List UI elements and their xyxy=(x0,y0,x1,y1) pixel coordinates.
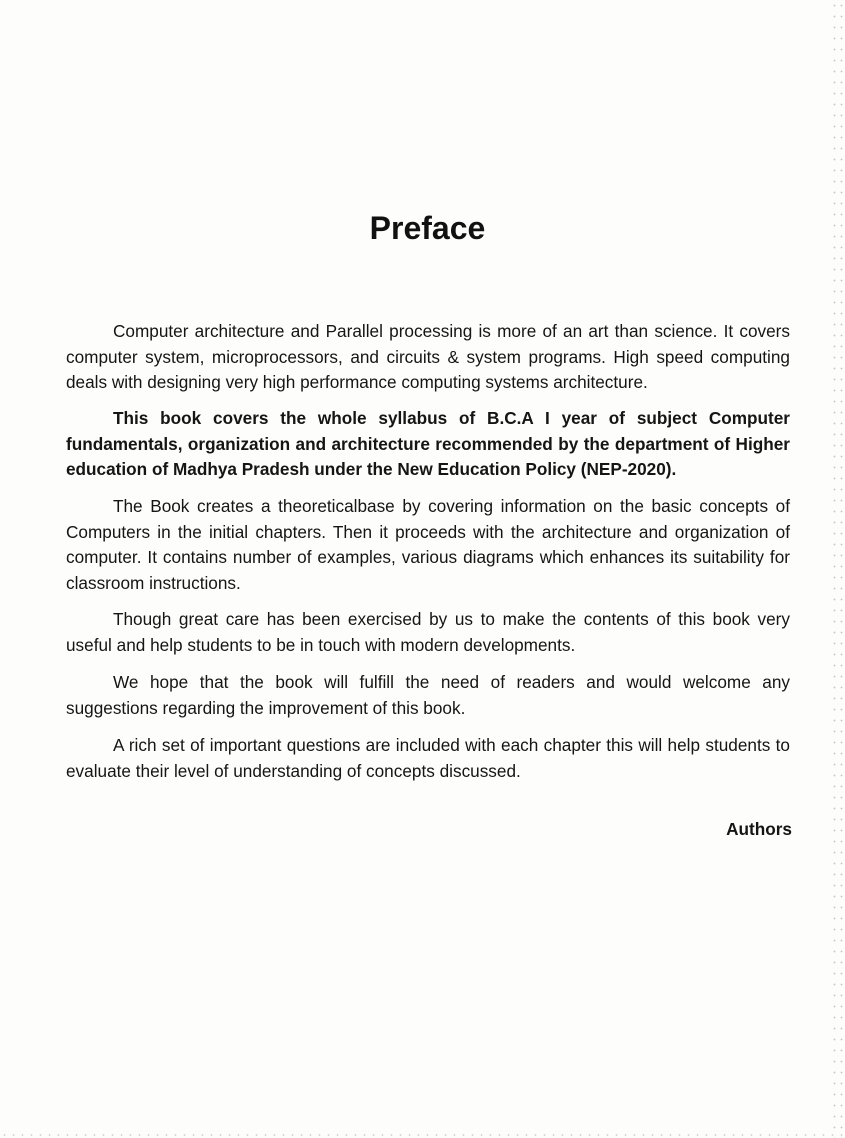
preface-paragraph-2-bold: This book covers the whole syllabus of B.C.A I year of subject Computer fundamentals, organization and architecture recommended by the department of Higher education of Madhya Pradesh under the New Education Policy (NEP-2020). xyxy=(66,408,790,479)
preface-paragraph-6: A rich set of important questions are included with each chapter this will help students to evaluate their level of understanding of concepts discussed. xyxy=(66,735,790,781)
preface-paragraph-4: Though great care has been exercised by us to make the contents of this book very useful and help students to be in touch with modern developments. xyxy=(66,609,790,655)
preface-paragraph-5: We hope that the book will fulfill the need of readers and would welcome any suggestions regarding the improvement of this book. xyxy=(66,672,790,718)
preface-paragraph-3: The Book creates a theoreticalbase by covering information on the basic concepts of Computers in the initial chapters. Then it proceeds with the architecture and organization of computer. It contains number of examples, various diagrams which enhances its suitability for classroom instructions. xyxy=(66,496,790,593)
preface-paragraph-1: Computer architecture and Parallel processing is more of an art than science. It covers computer system, microprocessors, and circuits & system programs. High speed computing deals with designing very high performance computing systems architecture. xyxy=(66,321,790,392)
authors-signature: Authors xyxy=(726,819,792,839)
page-title: Preface xyxy=(369,210,486,246)
scan-bottom-speckle xyxy=(0,1132,845,1138)
scan-edge-speckle xyxy=(831,0,845,1138)
